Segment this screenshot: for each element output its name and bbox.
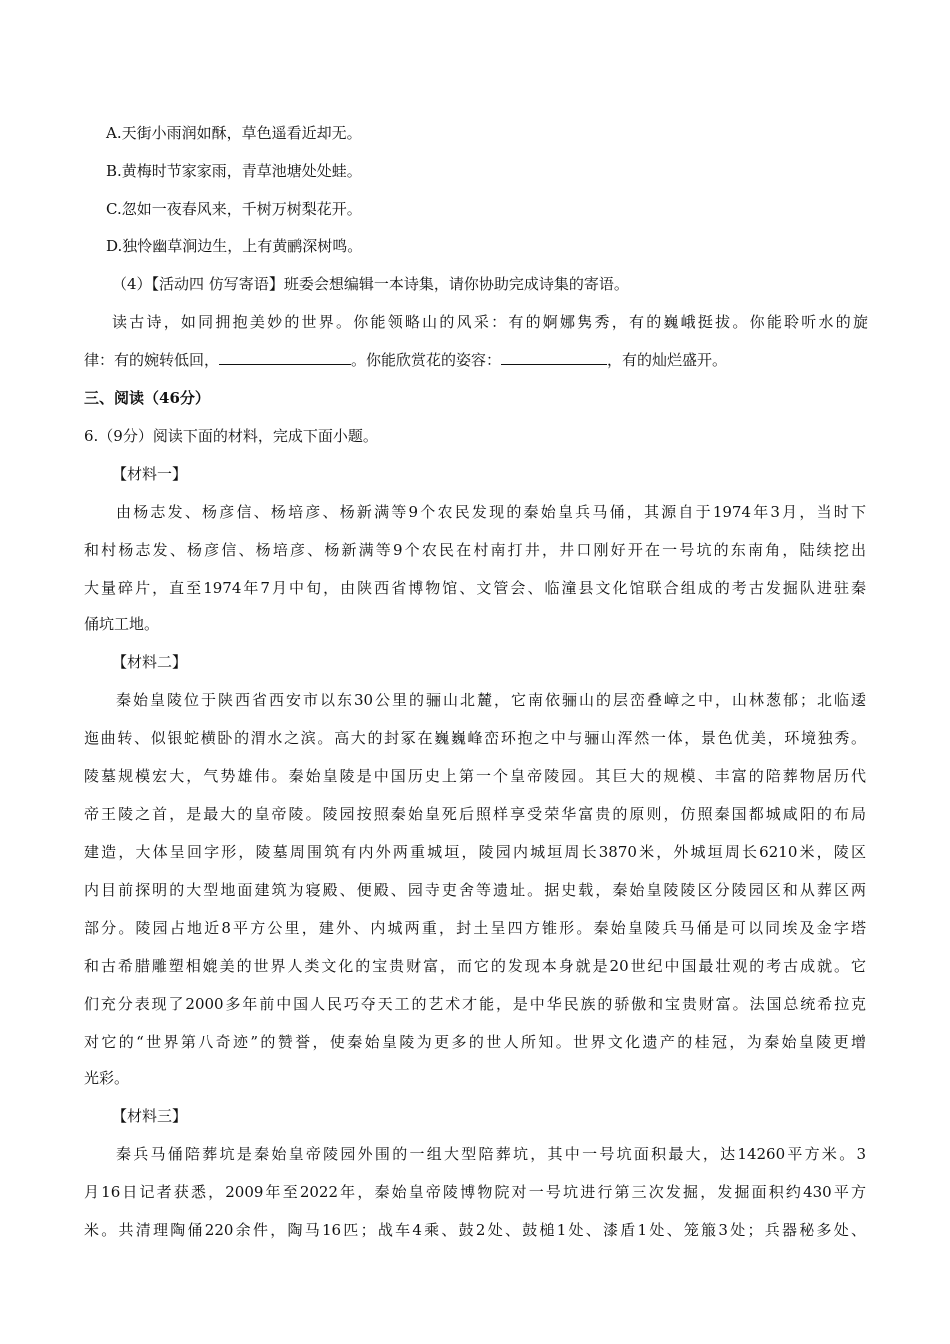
material-2-line: 陵墓规模宏大，气势雄伟。秦始皇陵是中国历史上第一个皇帝陵园。其巨大的规模、丰富的陪葬物居历代 <box>84 767 866 785</box>
material-2-line: 内目前探明的大型地面建筑为寝殿、便殿、园寺吏舍等遗址。据史载，秦始皇陵陵区分陵园区和从葬区两 <box>84 881 866 899</box>
material-2-line: 和古希腊雕塑相媲美的世界人类文化的宝贵财富，而它的发现本身就是20世纪中国最壮观的考古成就。它 <box>84 957 866 975</box>
material-1-line: 大量碎片，直至1974年7月中旬，由陕西省博物馆、文管会、临潼县文化馆联合组成的考古发掘队进驻秦 <box>84 579 866 597</box>
option-c: C.忽如一夜春风来，千树万树梨花开。 <box>106 200 362 218</box>
material-2-line: 部分。陵园占地近8平方公里，建外、内城两重，封土呈四方锥形。秦始皇陵兵马俑是可以同埃及金字塔 <box>84 919 866 937</box>
q4-text-line-2 <box>84 350 727 370</box>
material-3-line: 米。共清理陶俑220余件，陶马16匹；战车4乘、鼓2处、鼓槌1处、漆盾1处、笼箙3处；兵器秘多处、 <box>84 1221 866 1239</box>
material-2-line: 秦始皇陵位于陕西省西安市以东30公里的骊山北麓，它南依骊山的层峦叠嶂之中，山林葱郁；北临逶 <box>116 691 866 709</box>
material-1-line: 由杨志发、杨彦信、杨培彦、杨新满等9个农民发现的秦始皇兵马俑，其源自于1974年3月，当时下 <box>116 503 866 521</box>
material-2-line: 们充分表现了2000多年前中国人民巧夺天工的艺术才能，是中华民族的骄傲和宝贵财富。法国总统希拉克 <box>84 995 866 1013</box>
q4-text-part-c: ，有的灿烂盛开。 <box>607 351 728 369</box>
q4-prompt: （4）【活动四 仿写寄语】班委会想编辑一本诗集，请你协助完成诗集的寄语。 <box>112 275 629 293</box>
material-2-line: 建造，大体呈回字形，陵墓周围筑有内外两重城垣，陵园内城垣周长3870米，外城垣周长6210米，陵区 <box>84 843 866 861</box>
q4-text-part-b: 。你能欣赏花的姿容： <box>351 351 502 369</box>
material-2-line: 迤曲转、似银蛇横卧的渭水之滨。高大的封冢在巍巍峰峦环抱之中与骊山浑然一体，景色优美，环境独秀。 <box>84 729 866 747</box>
fill-blank-1[interactable] <box>219 350 351 365</box>
material-1-line: 俑坑工地。 <box>84 615 160 633</box>
q4-text-part-a: 律：有的婉转低回， <box>84 351 220 369</box>
q4-text-line-1: 读古诗，如同拥抱美妙的世界。你能领略山的风采：有的婀娜隽秀，有的巍峨挺拔。你能聆听水的旋 <box>112 313 868 331</box>
material-2-line: 对它的“世界第八奇迹”的赞誉，使秦始皇陵为更多的世人所知。世界文化遗产的桂冠，为秦始皇陵更增 <box>84 1033 866 1051</box>
material-3-line: 秦兵马俑陪葬坑是秦始皇帝陵园外围的一组大型陪葬坑，其中一号坑面积最大，达14260平方米。3 <box>116 1145 866 1163</box>
option-d: D.独怜幽草涧边生，上有黄鹂深树鸣。 <box>106 237 363 255</box>
material-3-title: 【材料三】 <box>112 1107 188 1125</box>
material-2-line: 光彩。 <box>84 1069 130 1087</box>
option-b: B.黄梅时节家家雨，青草池塘处处蛙。 <box>106 162 362 180</box>
fill-blank-2[interactable] <box>501 350 607 365</box>
q6-intro: 6.（9分）阅读下面的材料，完成下面小题。 <box>84 427 378 445</box>
option-a: A.天街小雨润如酥，草色遥看近却无。 <box>106 124 362 142</box>
material-1-line: 和村杨志发、杨彦信、杨培彦、杨新满等9个农民在村南打井，井口刚好开在一号坑的东南角，陆续挖出 <box>84 541 866 559</box>
section-3-title: 三、阅读（46分） <box>84 389 210 407</box>
material-1-title: 【材料一】 <box>112 465 188 483</box>
material-2-line: 帝王陵之首，是最大的皇帝陵。陵园按照秦始皇死后照样享受荣华富贵的原则，仿照秦国都城咸阳的布局 <box>84 805 866 823</box>
material-2-title: 【材料二】 <box>112 653 188 671</box>
material-3-line: 月16日记者获悉，2009年至2022年，秦始皇帝陵博物院对一号坑进行第三次发掘，发掘面积约430平方 <box>84 1183 866 1201</box>
